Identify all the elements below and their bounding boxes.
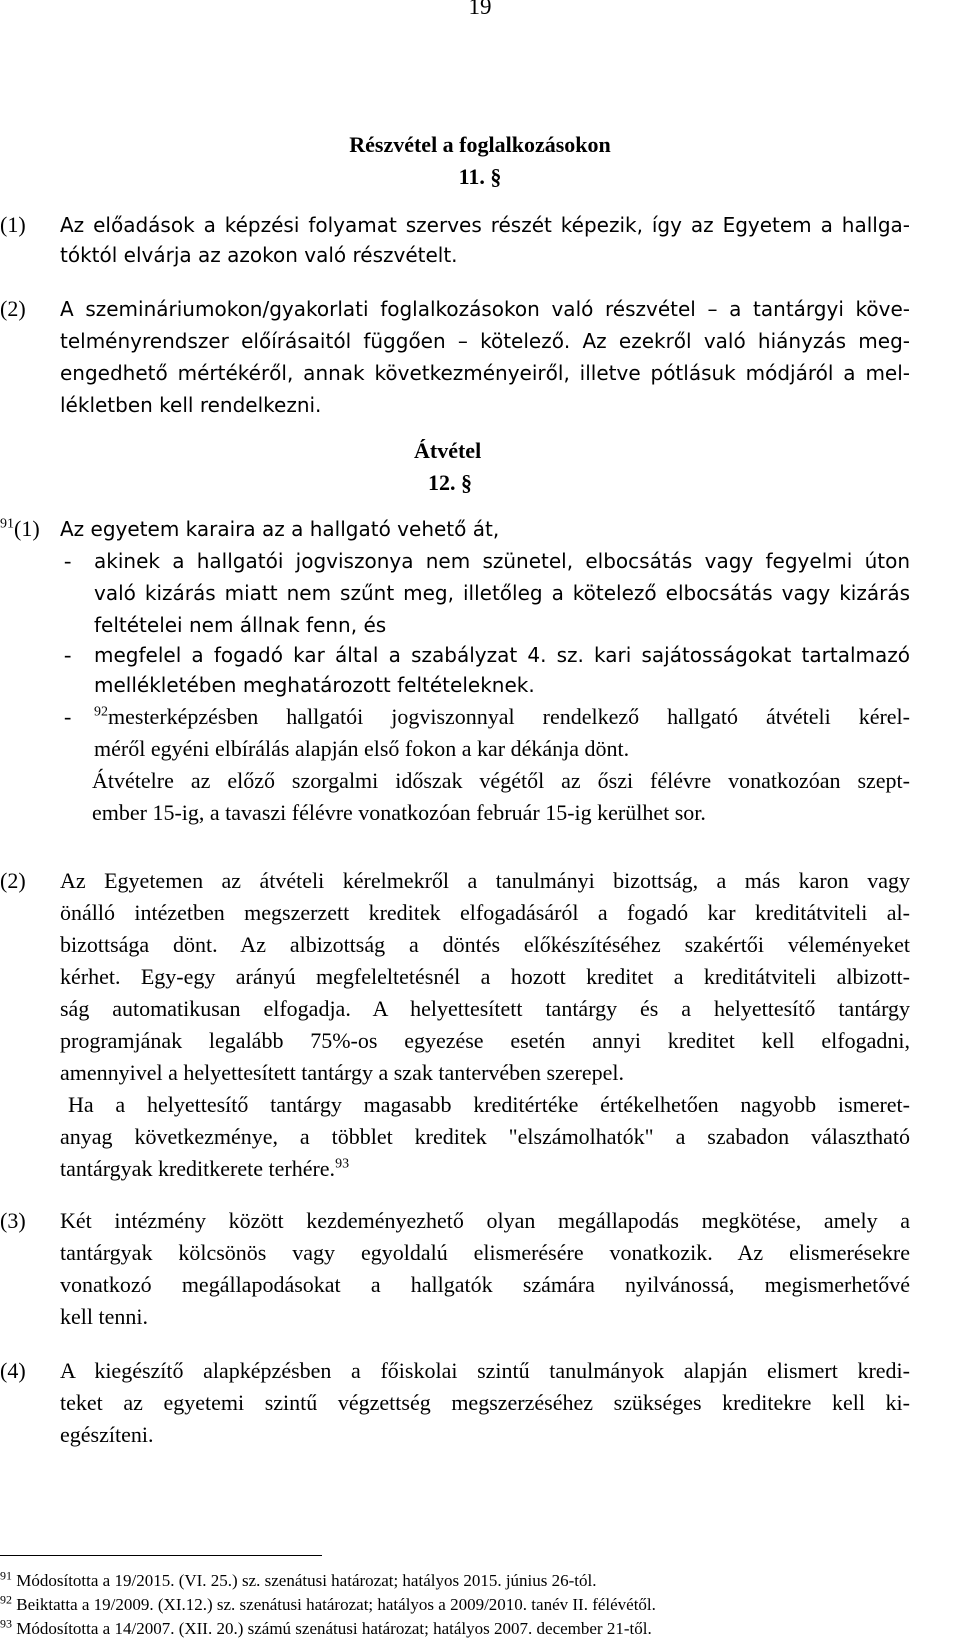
section-12-p2-line: amennyivel a helyettesített tantárgy a szak tantervében szerepel. (60, 1060, 625, 1085)
page-number: 19 (468, 0, 492, 19)
section-12-p2-number: (2) (0, 868, 26, 893)
bullet-dash: - (64, 642, 72, 667)
bullet-dash: - (64, 548, 72, 573)
footnote-ref: 92 (94, 704, 108, 720)
section-11-p2-line: telményrendszer előírásaitól függően – kötelező. Az ezekről való hiányzás meg- (60, 329, 910, 353)
section-12-p2-line: Az Egyetemen az átvételi kérelmekről a tanulmányi bizottság, a más karon vagy (60, 868, 910, 893)
section-11-p2-line: A szemináriumokon/gyakorlati foglalkozásokon való részvétel – a tantárgyi köve- (60, 297, 910, 321)
section-11-p2-line: lékletben kell rendelkezni. (60, 393, 322, 417)
section-11-p2-number: (2) (0, 296, 26, 321)
bullet-line: feltételei nem állnak fenn, és (94, 613, 387, 637)
section-12-p1-number: $^{91}$(1) (0, 516, 40, 541)
bullet-line: méről egyéni elbírálás alapján első fokon a kar dékánja dönt. (94, 736, 630, 761)
bullet-line: akinek a hallgatói jogviszonya nem szünetel, elbocsátás vagy fegyelmi úton (94, 549, 910, 573)
footnote: $^{93}$ Módosította a 14/2007. (XII. 20.) számú szenátusi határozat; hatályos 2007. december 21-től. (0, 1616, 652, 1638)
section-12-p4-line: teket az egyetemi szintű végzettség megszerzéséhez szükséges kreditekre kell ki- (60, 1390, 910, 1415)
section-11-p1-line: Az előadások a képzési folyamat szerves részét képezik, így az Egyetem a hallga- (60, 213, 910, 237)
bullet-line: mellékletében meghatározott feltételeknek. (94, 673, 535, 697)
section-12-p1-closing: Átvételre az előző szorgalmi időszak végétől az őszi félévre vonatkozóan szept- (92, 768, 910, 793)
footnote: $^{91}$ Módosította a 19/2015. (VI. 25.) sz. szenátusi határozat; hatályos 2015. június 26-tól. (0, 1568, 597, 1590)
footnote-ref: 93 (335, 1156, 350, 1172)
bullet-line: $^{92}$mesterképzésben hallgatói jogviszonnyal rendelkező hallgató átvételi kérel- (94, 704, 910, 729)
section-12-p4-line: egészíteni. (60, 1422, 154, 1447)
section-12-p3-line: Két intézmény között kezdeményezhető olyan megállapodás megkötése, amely a (60, 1208, 910, 1233)
bullet-line: való kizárás miatt nem szűnt meg, illetőleg a kötelező elbocsátás vagy kizárás (94, 581, 910, 605)
footnote-ref: 91 (0, 516, 14, 532)
section-11-p1-number: (1) (0, 212, 26, 237)
section-12-p3-line: kell tenni. (60, 1304, 148, 1329)
section-11-p2-line: engedhető mértékéről, annak következményeiről, illetve pótlásuk módjáról a mel- (60, 361, 910, 385)
section-11-p1-line: tóktól elvárja az azokon való részvételt. (60, 243, 458, 267)
section-12-p2-line: anyag következménye, a többlet kreditek "elszámolhatók" a szabadon választható (60, 1124, 910, 1149)
footnote: $^{92}$ Beiktatta a 19/2009. (XI.12.) sz. szenátusi határozat; hatályos a 2009/2010. tanév II. félévétől. (0, 1592, 656, 1614)
section-12-p2-line: bizottsága dönt. Az albizottság a döntés előkészítéséhez szakértői véleményeket (60, 932, 910, 957)
section-11-title: Részvétel a foglalkozásokon (349, 132, 611, 157)
section-12-p2-line: ság automatikusan elfogadja. A helyettesített tantárgy és a helyettesítő tantárgy (60, 996, 910, 1021)
section-12-p2-line: kérhet. Egy-egy arányú megfeleltetésnél a hozott kreditet a kreditátviteli albizott- (60, 964, 910, 989)
section-12-p2-line: tantárgyak kreditkerete terhére.$^{93}$ (60, 1156, 350, 1181)
section-12-p1-closing: ember 15-ig, a tavaszi félévre vonatkozóan február 15-ig kerülhet sor. (92, 800, 706, 825)
bullet-line: megfelel a fogadó kar által a szabályzat 4. sz. kari sajátosságokat tartalmazó (94, 643, 910, 667)
section-12-p2-line: önálló intézetben megszerzett kreditek elfogadásáról a fogadó kar kreditátviteli al- (60, 900, 910, 925)
section-12-p4-line: A kiegészítő alapképzésben a főiskolai szintű tanulmányok alapján elismert kredi- (60, 1358, 910, 1383)
section-12-title: Átvétel (414, 438, 482, 463)
section-12-number: 12. § (428, 470, 472, 495)
section-12-p2-line: programjának legalább 75%-os egyezése esetén annyi kreditet kell elfogadni, (60, 1028, 910, 1053)
bullet-dash: - (64, 704, 72, 729)
section-12-p4-number: (4) (0, 1358, 26, 1383)
section-11-number: 11. § (458, 164, 502, 189)
section-12-p3-number: (3) (0, 1208, 26, 1233)
section-12-p1-intro: Az egyetem karaira az a hallgató vehető át, (60, 517, 500, 541)
section-12-p3-line: tantárgyak kölcsönös vagy egyoldalú elismerésére vonatkozik. Az elismerésekre (60, 1240, 910, 1265)
footnote-divider (0, 1555, 322, 1556)
section-12-p2-line: Ha a helyettesítő tantárgy magasabb kreditértéke értékelhetően nagyobb ismeret- (68, 1092, 910, 1117)
section-12-p3-line: vonatkozó megállapodásokat a hallgatók számára nyilvánossá, megismerhetővé (60, 1272, 910, 1297)
